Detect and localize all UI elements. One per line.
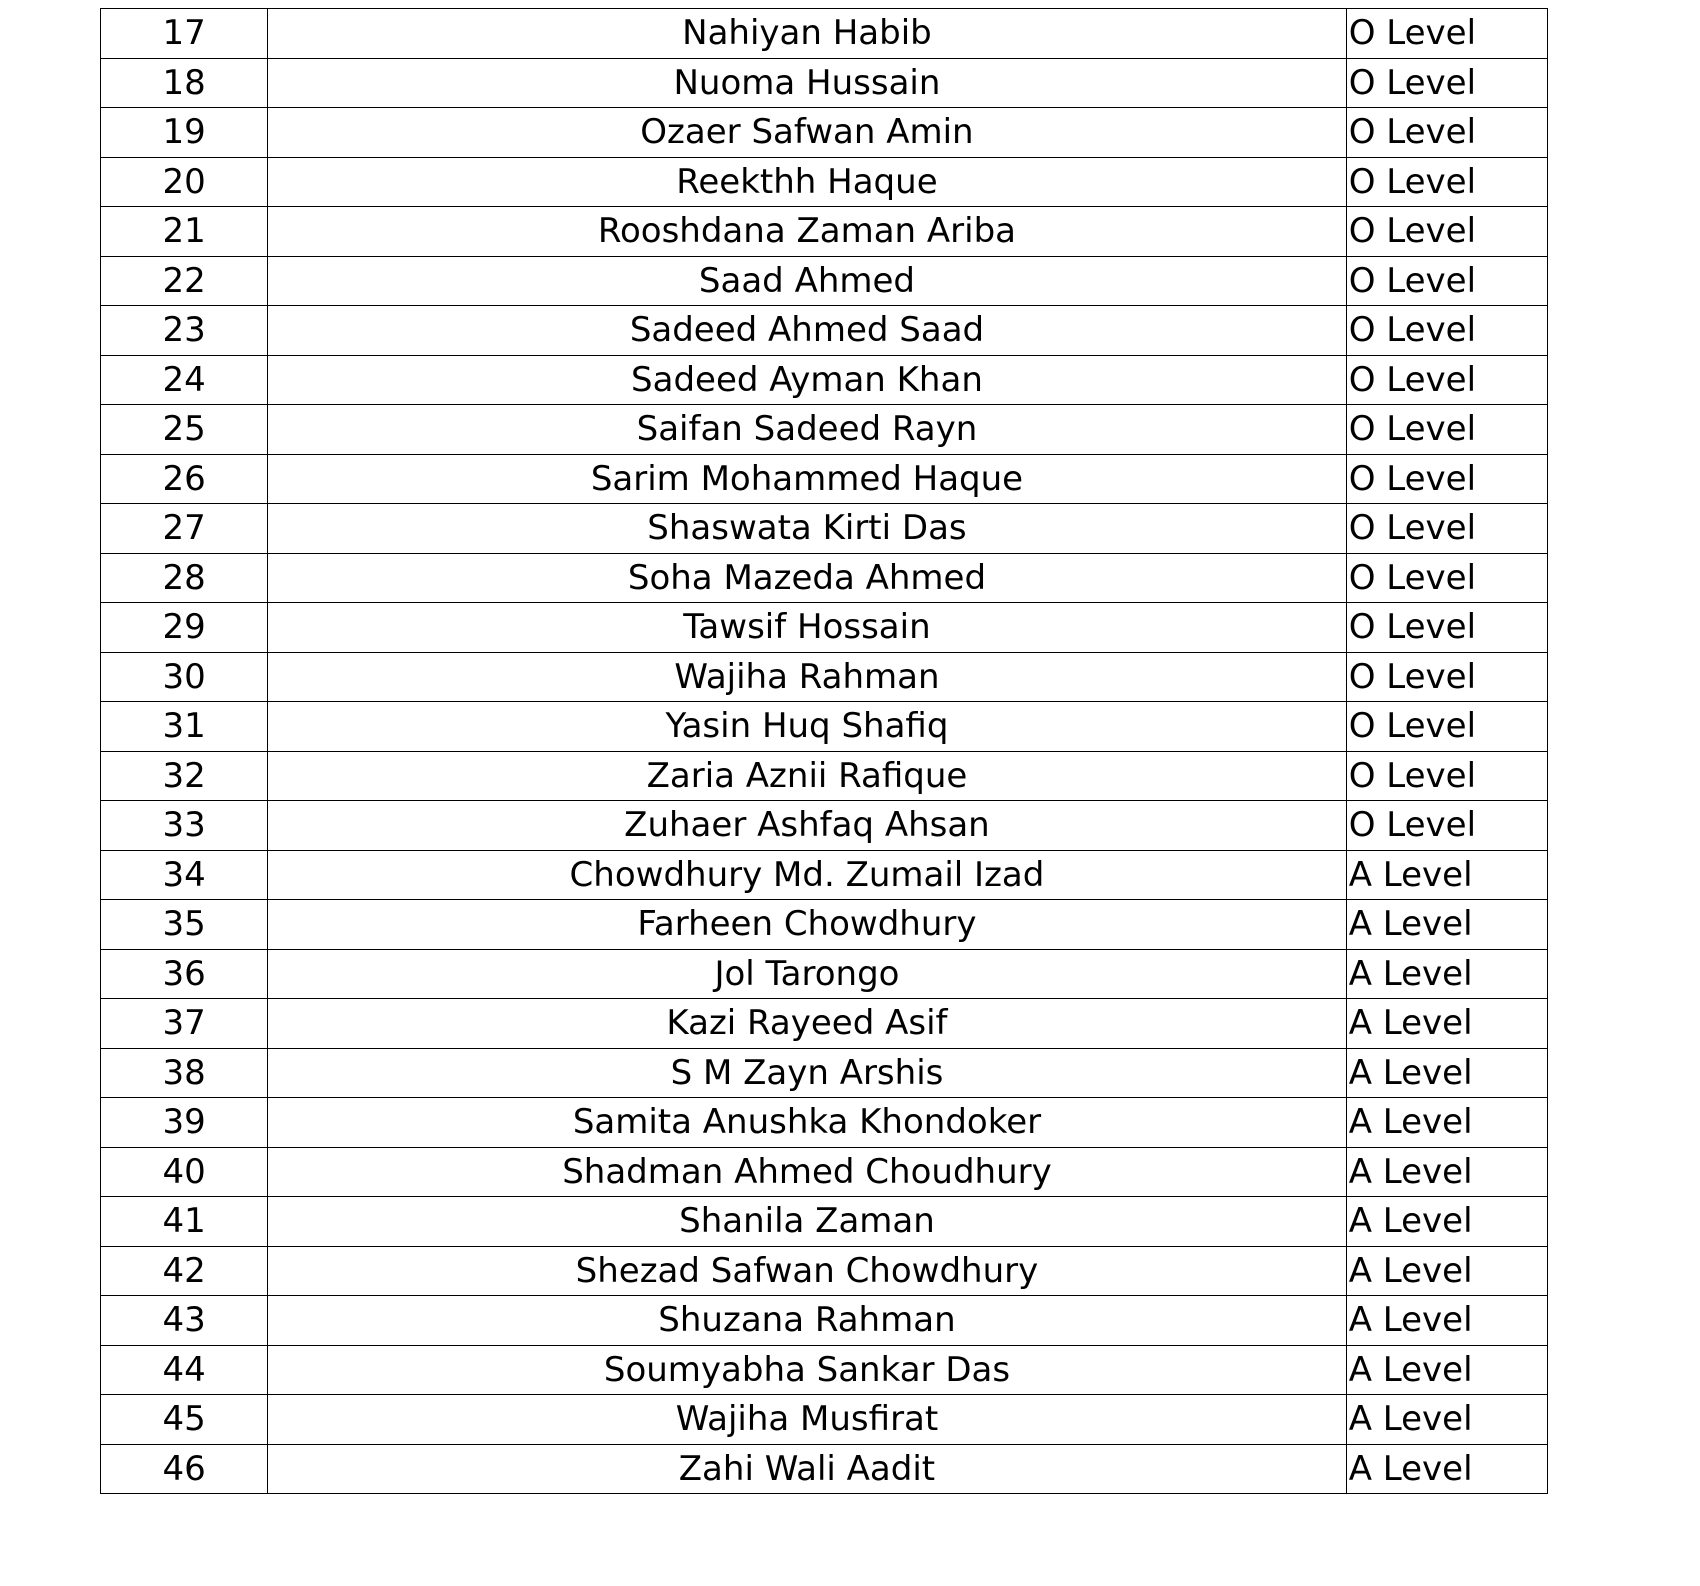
serial-number-cell: 38 [101, 1048, 268, 1098]
table-row [101, 1246, 1548, 1296]
table-row [101, 1098, 1548, 1148]
serial-number-cell: 41 [101, 1197, 268, 1247]
table-row [101, 207, 1548, 257]
table-row [101, 751, 1548, 801]
serial-number-cell: 34 [101, 850, 268, 900]
level-cell: A Level [1346, 1296, 1547, 1346]
level-cell: O Level [1346, 454, 1547, 504]
table-row [101, 1345, 1548, 1395]
table-row [101, 850, 1548, 900]
serial-number-cell: 23 [101, 306, 268, 356]
level-cell: A Level [1346, 900, 1547, 950]
student-name-cell: Soumyabha Sankar Das [268, 1345, 1346, 1395]
serial-number-cell: 27 [101, 504, 268, 554]
serial-number-cell: 30 [101, 652, 268, 702]
student-name-cell: Shanila Zaman [268, 1197, 1346, 1247]
serial-number-cell: 36 [101, 949, 268, 999]
student-name-cell: Farheen Chowdhury [268, 900, 1346, 950]
level-cell: O Level [1346, 207, 1547, 257]
level-cell: A Level [1346, 1147, 1547, 1197]
student-name-cell: Zahi Wali Aadit [268, 1444, 1346, 1494]
table-row [101, 603, 1548, 653]
serial-number-cell: 45 [101, 1395, 268, 1445]
student-roster-table [100, 8, 1548, 1494]
level-cell: O Level [1346, 108, 1547, 158]
student-name-cell: Saad Ahmed [268, 256, 1346, 306]
serial-number-cell: 33 [101, 801, 268, 851]
serial-number-cell: 17 [101, 9, 268, 59]
serial-number-cell: 25 [101, 405, 268, 455]
level-cell: O Level [1346, 256, 1547, 306]
level-cell: O Level [1346, 157, 1547, 207]
serial-number-cell: 24 [101, 355, 268, 405]
table-row [101, 900, 1548, 950]
student-name-cell: Shadman Ahmed Choudhury [268, 1147, 1346, 1197]
level-cell: A Level [1346, 999, 1547, 1049]
table-row [101, 1197, 1548, 1247]
student-name-cell: Zuhaer Ashfaq Ahsan [268, 801, 1346, 851]
serial-number-cell: 46 [101, 1444, 268, 1494]
table-row [101, 355, 1548, 405]
serial-number-cell: 43 [101, 1296, 268, 1346]
student-name-cell: Soha Mazeda Ahmed [268, 553, 1346, 603]
level-cell: A Level [1346, 1098, 1547, 1148]
student-name-cell: Chowdhury Md. Zumail Izad [268, 850, 1346, 900]
serial-number-cell: 22 [101, 256, 268, 306]
level-cell: A Level [1346, 1197, 1547, 1247]
student-name-cell: Wajiha Rahman [268, 652, 1346, 702]
student-name-cell: Shuzana Rahman [268, 1296, 1346, 1346]
table-row [101, 108, 1548, 158]
level-cell: A Level [1346, 1345, 1547, 1395]
table-row [101, 405, 1548, 455]
level-cell: O Level [1346, 306, 1547, 356]
table-row [101, 58, 1548, 108]
table-row [101, 454, 1548, 504]
level-cell: O Level [1346, 652, 1547, 702]
student-name-cell: Tawsif Hossain [268, 603, 1346, 653]
serial-number-cell: 18 [101, 58, 268, 108]
serial-number-cell: 28 [101, 553, 268, 603]
student-name-cell: Kazi Rayeed Asif [268, 999, 1346, 1049]
level-cell: A Level [1346, 850, 1547, 900]
level-cell: O Level [1346, 751, 1547, 801]
student-name-cell: Jol Tarongo [268, 949, 1346, 999]
serial-number-cell: 29 [101, 603, 268, 653]
table-row [101, 256, 1548, 306]
student-name-cell: Sadeed Ayman Khan [268, 355, 1346, 405]
student-name-cell: Sarim Mohammed Haque [268, 454, 1346, 504]
level-cell: A Level [1346, 1246, 1547, 1296]
serial-number-cell: 42 [101, 1246, 268, 1296]
serial-number-cell: 40 [101, 1147, 268, 1197]
table-row [101, 9, 1548, 59]
student-name-cell: Ozaer Safwan Amin [268, 108, 1346, 158]
table-row [101, 504, 1548, 554]
serial-number-cell: 37 [101, 999, 268, 1049]
serial-number-cell: 32 [101, 751, 268, 801]
student-name-cell: Rooshdana Zaman Ariba [268, 207, 1346, 257]
table-row [101, 949, 1548, 999]
level-cell: A Level [1346, 1048, 1547, 1098]
level-cell: O Level [1346, 504, 1547, 554]
serial-number-cell: 19 [101, 108, 268, 158]
level-cell: O Level [1346, 9, 1547, 59]
student-name-cell: Nahiyan Habib [268, 9, 1346, 59]
student-name-cell: Shaswata Kirti Das [268, 504, 1346, 554]
student-name-cell: Zaria Aznii Rafique [268, 751, 1346, 801]
serial-number-cell: 44 [101, 1345, 268, 1395]
serial-number-cell: 31 [101, 702, 268, 752]
student-name-cell: Saifan Sadeed Rayn [268, 405, 1346, 455]
level-cell: A Level [1346, 1395, 1547, 1445]
table-row [101, 999, 1548, 1049]
table-row [101, 157, 1548, 207]
table-row [101, 1048, 1548, 1098]
table-row [101, 1395, 1548, 1445]
table-row [101, 1147, 1548, 1197]
level-cell: O Level [1346, 405, 1547, 455]
serial-number-cell: 21 [101, 207, 268, 257]
serial-number-cell: 20 [101, 157, 268, 207]
table-row [101, 306, 1548, 356]
table-row [101, 1296, 1548, 1346]
level-cell: O Level [1346, 553, 1547, 603]
level-cell: A Level [1346, 949, 1547, 999]
student-name-cell: Samita Anushka Khondoker [268, 1098, 1346, 1148]
student-name-cell: Sadeed Ahmed Saad [268, 306, 1346, 356]
level-cell: O Level [1346, 355, 1547, 405]
level-cell: O Level [1346, 702, 1547, 752]
table-row [101, 702, 1548, 752]
level-cell: A Level [1346, 1444, 1547, 1494]
student-name-cell: Nuoma Hussain [268, 58, 1346, 108]
table-row [101, 1444, 1548, 1494]
roster-body [101, 9, 1548, 1494]
table-row [101, 553, 1548, 603]
level-cell: O Level [1346, 58, 1547, 108]
table-row [101, 652, 1548, 702]
serial-number-cell: 26 [101, 454, 268, 504]
student-name-cell: S M Zayn Arshis [268, 1048, 1346, 1098]
serial-number-cell: 39 [101, 1098, 268, 1148]
student-name-cell: Reekthh Haque [268, 157, 1346, 207]
student-name-cell: Shezad Safwan Chowdhury [268, 1246, 1346, 1296]
student-name-cell: Wajiha Musfirat [268, 1395, 1346, 1445]
student-name-cell: Yasin Huq Shafiq [268, 702, 1346, 752]
serial-number-cell: 35 [101, 900, 268, 950]
table-row [101, 801, 1548, 851]
level-cell: O Level [1346, 603, 1547, 653]
level-cell: O Level [1346, 801, 1547, 851]
